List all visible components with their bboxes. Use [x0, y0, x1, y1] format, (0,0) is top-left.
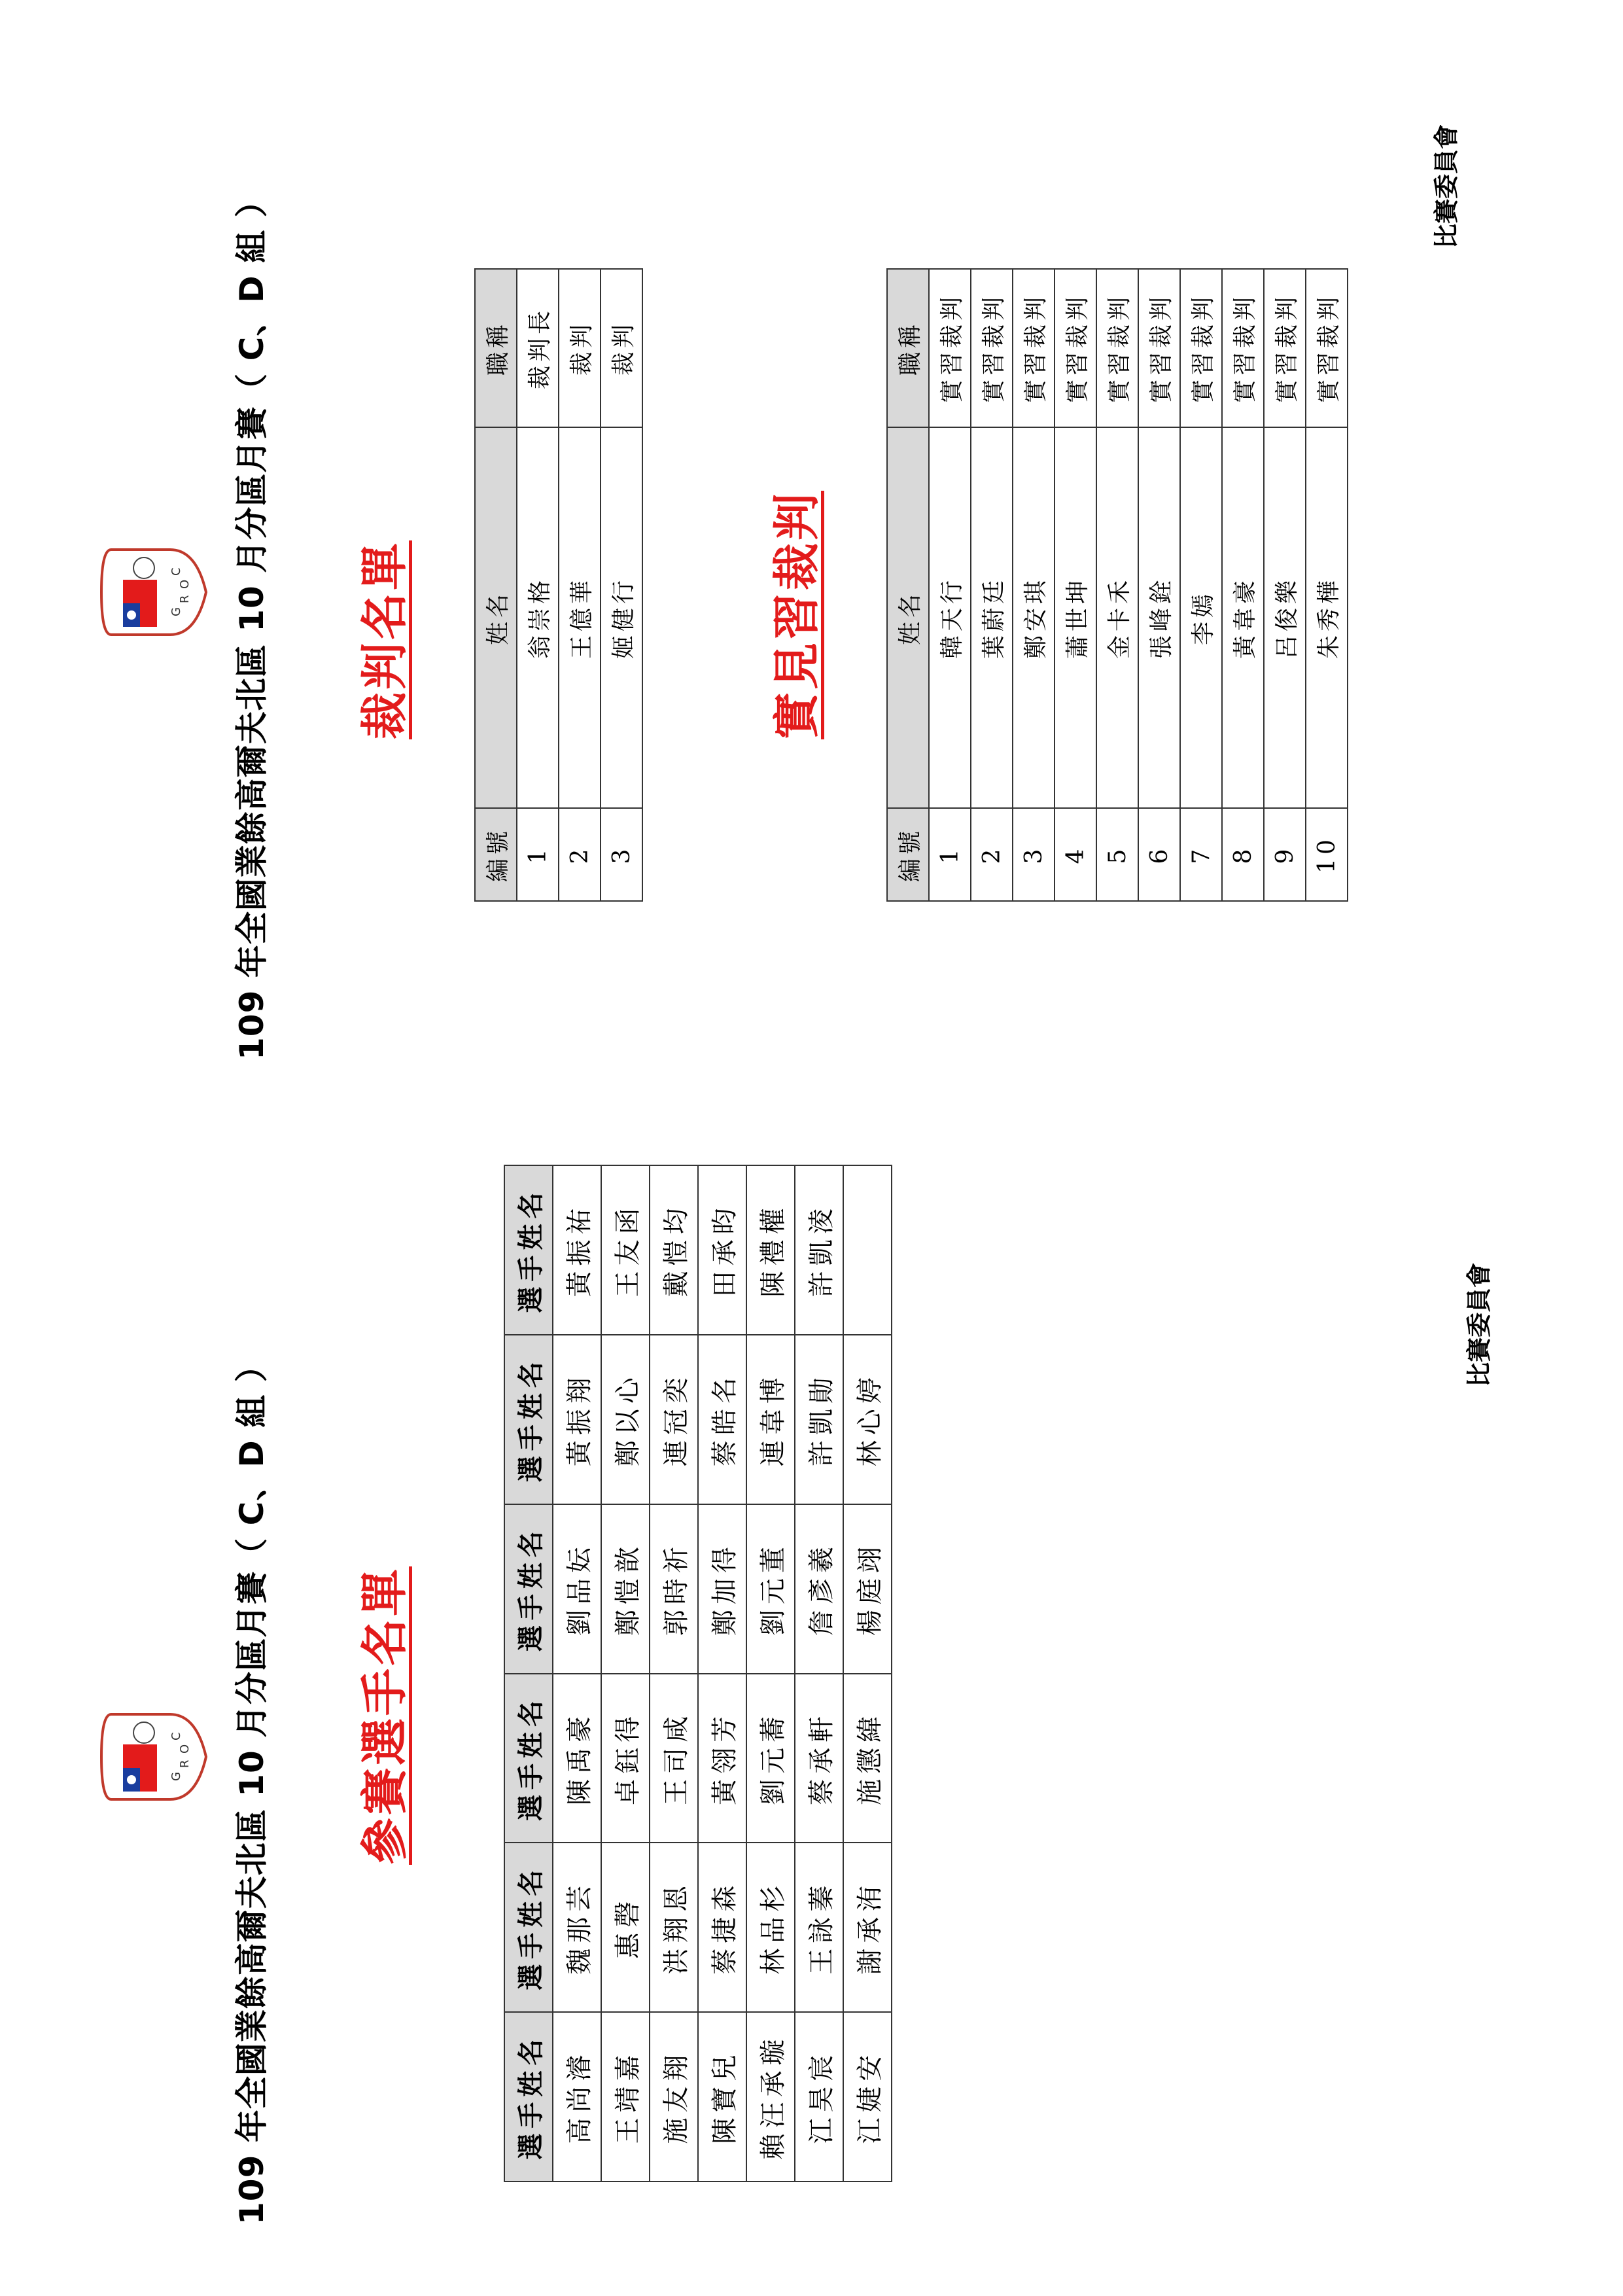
- table-row: [517, 269, 559, 901]
- trainee-number: 9: [1264, 808, 1306, 901]
- player-name: 林品杉: [746, 1843, 795, 2012]
- table-row: [559, 269, 601, 901]
- trainee-referees-title: 實見習裁判: [769, 490, 824, 739]
- player-name: 江昊宸: [795, 2012, 843, 2181]
- table-row: [1306, 269, 1348, 901]
- player-name: 蔡承軒: [795, 1674, 843, 1843]
- player-name: 黃振翔: [553, 1335, 601, 1504]
- referee-number: 3: [601, 808, 642, 901]
- trainee-role: 實習裁判: [1138, 269, 1180, 427]
- trainee-name: 鄭安琪: [1013, 427, 1055, 808]
- svg-text:G: G: [169, 607, 183, 616]
- trainee-number: 2: [971, 808, 1013, 901]
- table-row: [929, 269, 971, 901]
- committee-signature: 比賽委員會: [1465, 1262, 1493, 1387]
- player-name: 劉元蕎: [746, 1674, 795, 1843]
- player-name: 許凱淩: [795, 1165, 843, 1335]
- trainee-name: 黃韋豪: [1222, 427, 1264, 808]
- player-name: 楊庭翊: [843, 1504, 892, 1674]
- table-row: [1013, 269, 1055, 901]
- table-row: [1138, 269, 1180, 901]
- player-name: 施懲緯: [843, 1674, 892, 1843]
- table-row: [1222, 269, 1264, 901]
- player-name: 魏那芸: [553, 1843, 601, 2012]
- trainee-role: 實習裁判: [929, 269, 971, 427]
- player-name: 陳禹豪: [553, 1674, 601, 1843]
- referee-name: 王億華: [559, 427, 601, 808]
- golf-ball-icon: [133, 557, 154, 578]
- page-heading: 109 年全國業餘高爾夫北區 10 月分區月賽（ C、D 組 ）: [233, 1349, 271, 2225]
- player-name: 連韋博: [746, 1335, 795, 1504]
- table-row: [795, 1165, 843, 2181]
- svg-text:G: G: [169, 1772, 183, 1781]
- player-name: [843, 1165, 892, 1335]
- player-name: 王友函: [601, 1165, 650, 1335]
- player-name: 陳禮權: [746, 1165, 795, 1335]
- players-title: 參賽選手名單: [357, 1566, 412, 1865]
- player-name: 謝承洧: [843, 1843, 892, 2012]
- player-name: 郭時祈: [650, 1504, 698, 1674]
- trainee-name: 金卡禾: [1096, 427, 1138, 808]
- player-name: 鄭加得: [698, 1504, 746, 1674]
- column-header-player-name: 選手姓名: [504, 1843, 553, 2012]
- player-name: 劉品妘: [553, 1504, 601, 1674]
- trainee-name: 李嫣: [1180, 427, 1222, 808]
- referee-role: 裁判: [601, 269, 642, 427]
- table-row: [746, 1165, 795, 2181]
- player-name: 詹彥羲: [795, 1504, 843, 1674]
- table-row: [601, 1165, 650, 2181]
- players-table: [504, 1165, 892, 2182]
- table-row: [1096, 269, 1138, 901]
- page-heading: 109 年全國業餘高爾夫北區 10 月分區月賽（ C、D 組 ）: [233, 184, 271, 1060]
- player-name: 蔡皓名: [698, 1335, 746, 1504]
- table-row: [650, 1165, 698, 2181]
- player-name: 蔡捷森: [698, 1843, 746, 2012]
- player-name: 林心婷: [843, 1335, 892, 1504]
- svg-text:C: C: [169, 1732, 183, 1740]
- trainee-referees-table: [886, 268, 1348, 902]
- column-header-number: 編號: [887, 808, 929, 901]
- trainee-role: 實習裁判: [1013, 269, 1055, 427]
- svg-text:R: R: [178, 1759, 192, 1768]
- trainee-role: 實習裁判: [971, 269, 1013, 427]
- trainee-role: 實習裁判: [1306, 269, 1348, 427]
- trainee-name: 朱秀樺: [1306, 427, 1348, 808]
- trainee-number: 8: [1222, 808, 1264, 901]
- committee-signature: 比賽委員會: [1432, 124, 1461, 249]
- referee-name: 姬健行: [601, 427, 642, 808]
- referee-name: 翁崇格: [517, 427, 559, 808]
- trainee-number: 3: [1013, 808, 1055, 901]
- trainee-name: 葉蔚廷: [971, 427, 1013, 808]
- svg-text:O: O: [178, 1744, 192, 1754]
- player-name: 黃振祐: [553, 1165, 601, 1335]
- player-name: 田承昀: [698, 1165, 746, 1335]
- table-row: [1180, 269, 1222, 901]
- player-name: 陳寶兒: [698, 2012, 746, 2181]
- trainee-number: 4: [1055, 808, 1096, 901]
- table-row: [601, 269, 642, 901]
- column-header-player-name: 選手姓名: [504, 2012, 553, 2181]
- column-header-name: 姓名: [475, 427, 517, 808]
- table-row: [1264, 269, 1306, 901]
- column-header-player-name: 選手姓名: [504, 1504, 553, 1674]
- referee-role: 裁判長: [517, 269, 559, 427]
- player-name: 鄭以心: [601, 1335, 650, 1504]
- trainee-name: 蕭世坤: [1055, 427, 1096, 808]
- trainee-number: 5: [1096, 808, 1138, 901]
- player-name: 連冠奕: [650, 1335, 698, 1504]
- column-header-player-name: 選手姓名: [504, 1674, 553, 1843]
- referees-table: [474, 268, 643, 902]
- table-row: [553, 1165, 601, 2181]
- player-name: 惠磬: [601, 1843, 650, 2012]
- player-name: 施友翔: [650, 2012, 698, 2181]
- column-header-title: 職稱: [887, 269, 929, 427]
- trainee-role: 實習裁判: [1096, 269, 1138, 427]
- column-header-title: 職稱: [475, 269, 517, 427]
- trainee-name: 韓天行: [929, 427, 971, 808]
- column-header-player-name: 選手姓名: [504, 1335, 553, 1504]
- trainee-name: 呂俊樂: [1264, 427, 1306, 808]
- trainee-role: 實習裁判: [1180, 269, 1222, 427]
- players-page: [85, 1165, 1493, 2238]
- column-header-player-name: 選手姓名: [504, 1165, 553, 1335]
- referees-title: 裁判名單: [357, 540, 412, 739]
- player-name: 賴汪承璇: [746, 2012, 795, 2181]
- player-name: 鄭愷歆: [601, 1504, 650, 1674]
- player-name: 王詠蓁: [795, 1843, 843, 2012]
- player-name: 洪翔恩: [650, 1843, 698, 2012]
- trainee-name: 張峰銓: [1138, 427, 1180, 808]
- referee-number: 1: [517, 808, 559, 901]
- trainee-role: 實習裁判: [1264, 269, 1306, 427]
- column-header-name: 姓名: [887, 427, 929, 808]
- player-name: 許凱勛: [795, 1335, 843, 1504]
- table-row: [1055, 269, 1096, 901]
- player-name: 江婕安: [843, 2012, 892, 2181]
- officials-page: [85, 92, 1459, 1073]
- golf-ball-icon: [133, 1722, 154, 1743]
- svg-text:O: O: [178, 579, 192, 589]
- referee-role: 裁判: [559, 269, 601, 427]
- referee-number: 2: [559, 808, 601, 901]
- player-name: 黃翎芳: [698, 1674, 746, 1843]
- association-logo: [98, 1708, 209, 1806]
- table-row: [971, 269, 1013, 901]
- player-name: 劉元董: [746, 1504, 795, 1674]
- trainee-number: 6: [1138, 808, 1180, 901]
- trainee-number: 1: [929, 808, 971, 901]
- trainee-number: 10: [1306, 808, 1348, 901]
- player-name: 卓鈺得: [601, 1674, 650, 1843]
- table-row: [843, 1165, 892, 2181]
- trainee-number: 7: [1180, 808, 1222, 901]
- association-logo: [98, 543, 209, 641]
- trainee-role: 實習裁判: [1222, 269, 1264, 427]
- column-header-number: 編號: [475, 808, 517, 901]
- player-name: 高尚濬: [553, 2012, 601, 2181]
- player-name: 王司咸: [650, 1674, 698, 1843]
- table-row: [698, 1165, 746, 2181]
- svg-text:C: C: [169, 567, 183, 576]
- player-name: 戴愷均: [650, 1165, 698, 1335]
- player-name: 王靖嘉: [601, 2012, 650, 2181]
- svg-text:R: R: [178, 595, 192, 603]
- trainee-role: 實習裁判: [1055, 269, 1096, 427]
